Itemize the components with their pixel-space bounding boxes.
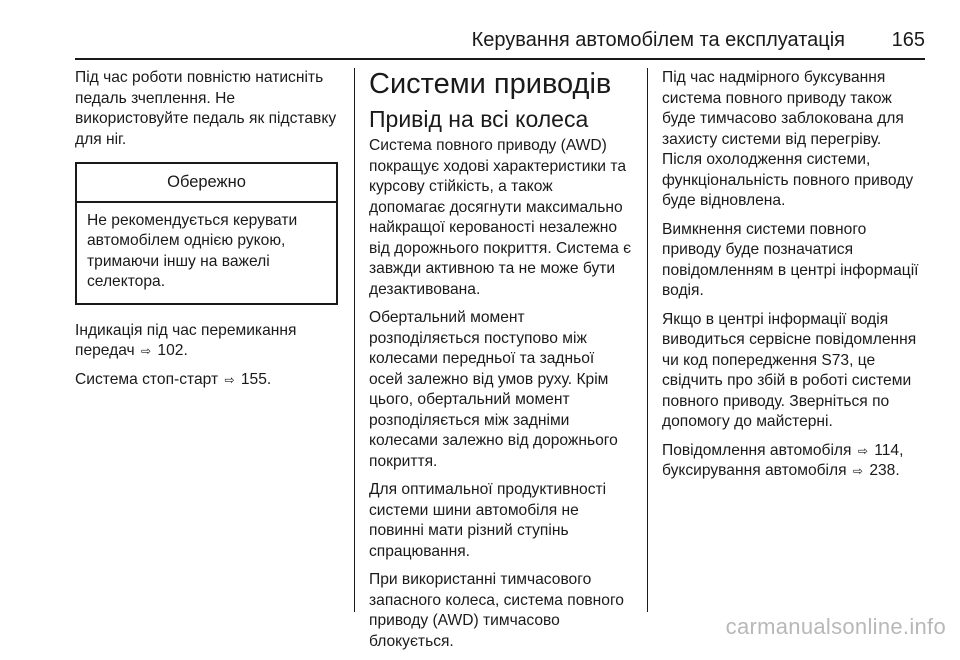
subsection-heading: Привід на всі колеса xyxy=(369,106,589,132)
awd-paragraph-1: Система повного приводу (AWD) покращує ходові характеристики та курсову стійкість, а також допомагає досягнути максимально найкращої керованості незалежно від дорожнього покриття. Система є завжди активною та не може бути дезактивована. xyxy=(369,137,632,298)
clutch-paragraph: Під час роботи повністю натисніть педаль зчеплення. Не використовуйте педаль як підставку для ніг. xyxy=(75,69,337,148)
page-ref-arrow-icon: ⇨ xyxy=(857,443,868,458)
watermark-logo: carmanualsonline.info xyxy=(725,614,946,639)
stop-start-page[interactable]: 155. xyxy=(240,370,272,388)
column-3 xyxy=(662,68,925,490)
towing-text: буксирування автомобіля xyxy=(662,462,847,479)
shift-indicator-text: Індикація під час перемикання передач xyxy=(75,321,297,359)
awd-paragraph-7: Якщо в центрі інформації водія виводиться сервісне повідомлення чи код попередження S73, це свідчить про збій в роботі системи повного приводу. Зверніться по допомогу до майстерні. xyxy=(662,310,917,430)
vehicle-messages-text: Повідомлення автомобіля xyxy=(662,441,852,459)
shift-indicator-page[interactable]: 102. xyxy=(157,342,188,359)
caution-title: Обережно xyxy=(77,164,336,203)
page-ref-arrow-icon: ⇨ xyxy=(852,464,863,478)
column-divider-2 xyxy=(647,68,648,612)
section-heading: Системи приводів xyxy=(369,68,612,100)
page-ref-arrow-icon: ⇨ xyxy=(224,372,235,387)
towing-page[interactable]: 238. xyxy=(869,462,900,479)
cross-references xyxy=(662,441,925,482)
awd-paragraph-4: При використанні тимчасового запасного колеса, система повного приводу (AWD) тимчасово блокується. xyxy=(369,571,624,650)
header-title: Керування автомобілем та експлуатація xyxy=(471,29,845,51)
stop-start-ref xyxy=(75,370,338,391)
awd-paragraph-3: Для оптимальної продуктивності системи шини автомобіля не повинні мати різний ступінь спрацювання. xyxy=(369,481,607,560)
vehicle-messages-page[interactable]: 114, xyxy=(874,441,904,459)
stop-start-text: Система стоп-старт xyxy=(75,370,219,388)
page-number: 165 xyxy=(891,29,925,51)
shift-indicator-ref xyxy=(75,321,338,362)
page-ref-arrow-icon: ⇨ xyxy=(141,344,152,358)
awd-paragraph-5: Під час надмірного буксування система повного приводу також буде тимчасово заблокована для захисту системи від перегріву. Після охолодження системи, функціональність повного приводу буде відновлена. xyxy=(662,69,914,209)
awd-paragraph-2: Обертальний момент розподіляється поступово між колесами передньої та задньої осей залежно від умов руху. Крім цього, обертальний момент розподіляється між задніми колесами залежно від дорожнього покриття. xyxy=(369,309,618,470)
awd-paragraph-6: Вимкнення системи повного приводу буде позначатися повідомленням в центрі інформації водія. xyxy=(662,220,919,299)
caution-box xyxy=(75,162,338,305)
column-divider-1 xyxy=(354,68,355,612)
column-2 xyxy=(369,68,632,660)
page-header xyxy=(75,0,925,56)
header-rule xyxy=(75,58,925,60)
column-1 xyxy=(75,68,338,398)
caution-text: Не рекомендується керувати автомобілем однією рукою, тримаючи іншу на важелі селектора. xyxy=(87,211,298,290)
